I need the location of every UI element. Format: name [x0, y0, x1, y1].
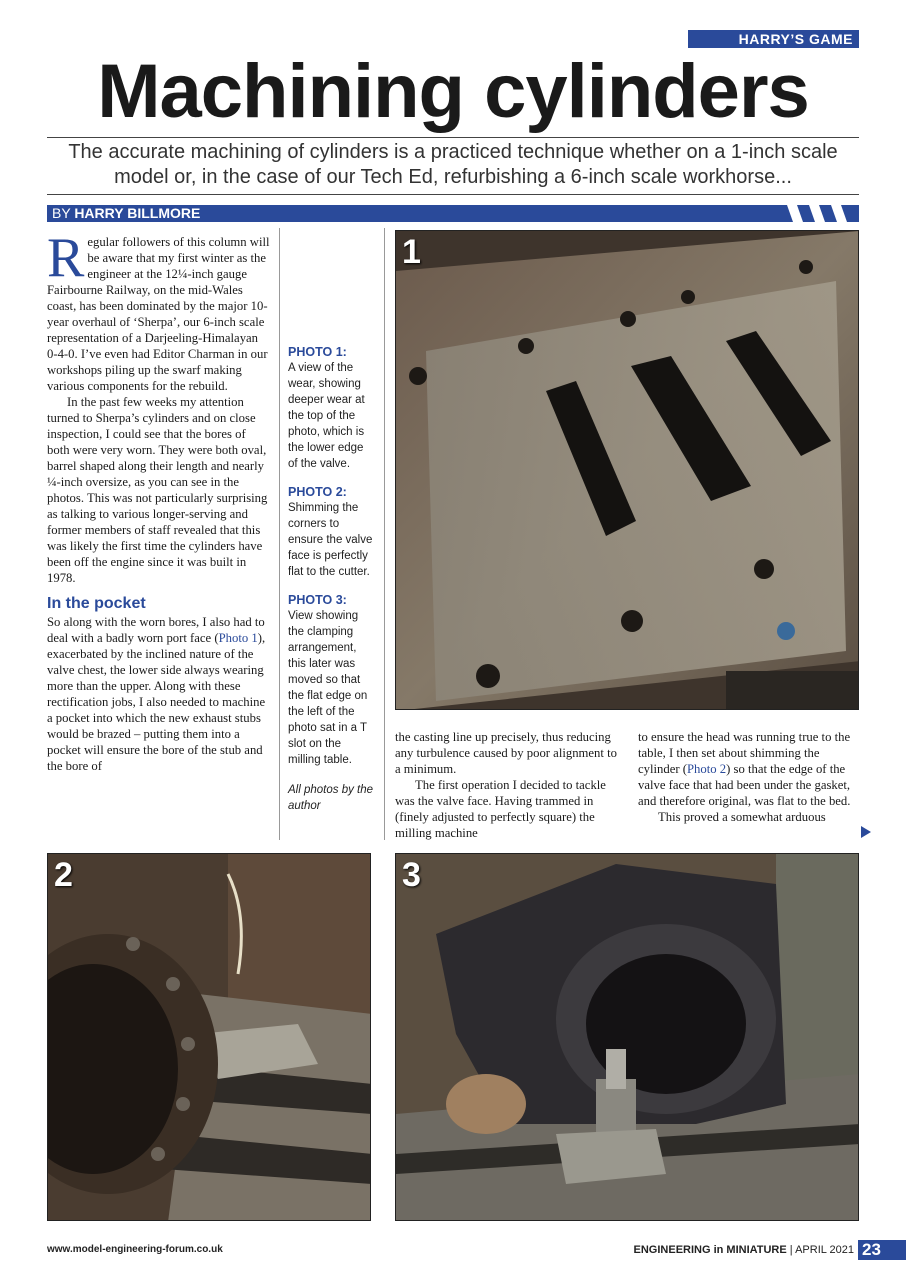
issue-date: | APRIL 2021	[786, 1244, 854, 1256]
photo-2-number: 2	[54, 856, 73, 894]
column-divider-2	[384, 228, 385, 840]
caption-1-head: PHOTO 1:	[288, 345, 347, 359]
magazine-name: ENGINEERING in MINIATURE	[633, 1244, 787, 1256]
photo-1-number: 1	[402, 233, 421, 271]
col4-paragraph-1: to ensure the head was running true to the table, I then set about shimming the cylinder (Photo 2) so that the edge of the valve face that had been under the gasket, and therefore original, was flat to the bed.	[638, 730, 851, 808]
paragraph-2: In the past few weeks my attention turned to Sherpa’s cylinders and on close inspection, I could see that the bores of both were very worn. They were both oval, barrel shaped along their length and nearly ¼-inch oversize, as you can see in the photos. This was not particularly surprising as talking to various longer-serving and former members of staff revealed that this was likely the first time the cylinders have been off the engine since it was built in 1978.	[47, 395, 268, 585]
col4-paragraph-2: This proved a somewhat arduous	[658, 810, 826, 824]
caption-1-text: A view of the wear, showing deeper wear at the top of the photo, which is the lower edge of the valve.	[288, 362, 365, 470]
standfirst-line-2: model or, in the case of our Tech Ed, refurbishing a 6-inch scale workhorse...	[114, 166, 792, 188]
article-title: Machining cylinders	[97, 49, 809, 134]
photo-1-valve-face	[395, 230, 859, 710]
photo-3-clamping	[395, 853, 859, 1221]
col3-paragraph-1: the casting line up precisely, thus reducing any turbulence caused by poor alignment to a minimum.	[395, 730, 617, 776]
captions-column	[288, 332, 376, 814]
standfirst-line-1: The accurate machining of cylinders is a practiced technique whether on a 1-inch scale	[68, 141, 838, 163]
title-rule-top	[47, 137, 859, 138]
photo-2-shimming	[47, 853, 371, 1221]
photo-1-reference: Photo 1	[218, 631, 258, 645]
page-number: 23	[858, 1240, 906, 1260]
col3-paragraph-2: The first operation I decided to tackle was the valve face. Having trammed in (finely adjusted to perfectly square) the milling machine	[395, 778, 606, 840]
column-divider-1	[279, 228, 280, 840]
author-name: HARRY BILLMORE	[74, 205, 201, 221]
paragraph-1: egular followers of this column will be aware that my first winter as the engineer at the 12¼-inch gauge Fairbourne Railway, on the mid-Wales coast, has been dominated by the major 10-year overhaul of ‘Sherpa’, our 6-inch scale representation of a Darjeeling-Himalayan 0-4-0. I’ve even had Editor Charman in our workshops piling up the swarf making various components for the rebuild.	[47, 235, 270, 393]
section-tag: HARRY’S GAME	[688, 30, 859, 48]
caption-2-text: Shimming the corners to ensure the valve face is perfectly flat to the cutter.	[288, 502, 373, 578]
byline	[52, 205, 200, 222]
caption-3-head: PHOTO 3:	[288, 593, 347, 607]
photo-2-reference: Photo 2	[686, 762, 727, 776]
footer-website: www.model-engineering-forum.co.uk	[47, 1244, 223, 1255]
photo-credit: All photos by the author	[288, 784, 374, 812]
continue-arrow-icon	[861, 826, 871, 838]
standfirst-rule-bottom	[47, 194, 859, 195]
body-column-3	[395, 729, 619, 841]
byline-prefix: BY	[52, 205, 75, 221]
caption-2-head: PHOTO 2:	[288, 485, 347, 499]
paragraph-3: So along with the worn bores, I also had to deal with a badly worn port face (Photo 1), exacerbated by the inclined nature of the valve chest, the lower side always wearing more than the upper. Along with these rectification jobs, I also needed to machine a pocket into which the new exhaust stubs would be brazed – putting them into a pocket will ensure the bore of the stub and the bore of	[47, 615, 266, 773]
subheading-in-the-pocket: In the pocket	[47, 595, 146, 612]
byline-stripes-icon	[779, 205, 859, 222]
footer-publication	[634, 1244, 854, 1256]
body-column-4	[638, 729, 860, 825]
body-column-1	[47, 227, 270, 774]
drop-cap: R	[47, 227, 85, 289]
photo-3-number: 3	[402, 856, 421, 894]
caption-3-text: View showing the clamping arrangement, this later was moved so that the flat edge on the left of the photo sat in a T slot on the milling table.	[288, 610, 368, 766]
standfirst	[47, 140, 859, 190]
